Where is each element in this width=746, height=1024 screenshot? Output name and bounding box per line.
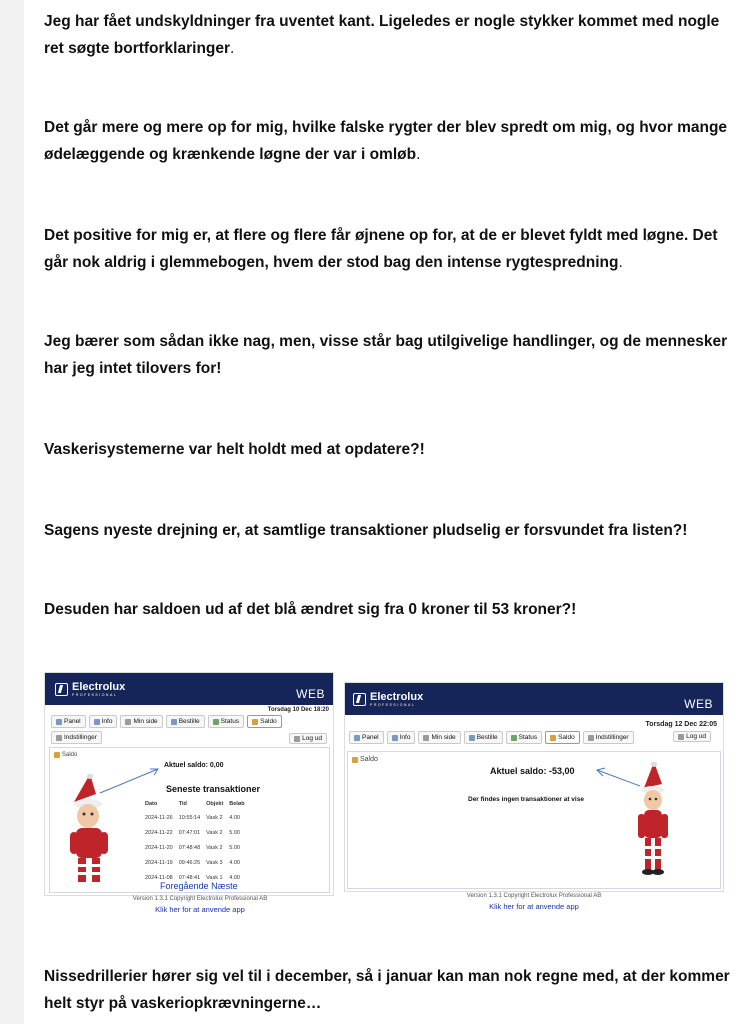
screenshot-right — [344, 682, 724, 892]
version-text-left: Version 1.3.1 Copyright Electrolux Professional AB — [132, 896, 268, 902]
status-icon — [213, 719, 219, 725]
web-label: WEB — [684, 697, 713, 711]
user-icon — [423, 735, 429, 741]
date-label: Torsdag 10 Dec 18:20 — [267, 707, 329, 713]
column-header: Dato — [145, 801, 158, 807]
header-bar — [345, 683, 723, 715]
electrolux-icon — [55, 683, 68, 696]
electrolux-icon — [353, 693, 366, 706]
nav-tabs — [349, 731, 659, 744]
paragraph-laundry-systems: Vaskerisystemerne var helt holdt med at opdatere?! — [44, 441, 425, 458]
nav-tabs — [51, 715, 326, 744]
table-row: 2024-11-22 07:47:01 Vask 2 5.00 — [145, 829, 240, 836]
paragraph-closing: Nissedrillerier hører sig vel til i december, så i januar kan man nok regne med, at der kommer helt styr på vaskeriopkrævningerne… — [44, 968, 730, 1012]
gear-icon — [56, 735, 62, 741]
elf-doll-image — [634, 762, 684, 878]
electrolux-logo: Electrolux PROFESSIONAL — [55, 682, 125, 698]
tab-min-side[interactable]: Min side — [418, 731, 460, 744]
column-header: Objekt — [206, 801, 224, 807]
paragraph-transactions: Sagens nyeste drejning er, at samtlige transaktioner pludselig er forsvundet fra listen?! — [44, 522, 688, 539]
logout-button[interactable]: Log ud — [289, 733, 327, 744]
tab-indstillinger[interactable]: Indstillinger — [583, 731, 634, 744]
info-icon — [392, 735, 398, 741]
balance-label: Aktuel saldo: 0,00 — [164, 762, 224, 769]
app-link-right[interactable]: Klik her for at anvende app — [489, 902, 579, 911]
tab-indstillinger[interactable]: Indstillinger — [51, 731, 102, 744]
paragraph-rumors: Det går mere og mere op for mig, hvilke falske rygter der blev spredt om mig, og hvor mange ødelæggende og krænkende løgne der var i omløb. — [44, 119, 728, 163]
calendar-icon — [171, 719, 177, 725]
paragraph-balance: Desuden har saldoen ud af det blå ændret sig fra 0 kroner til 53 kroner?! — [44, 601, 577, 618]
table-row: 2024-11-19 09:46:25 Vask 3 4.00 — [145, 859, 240, 866]
status-icon — [511, 735, 517, 741]
version-text-right: Version 1.3.1 Copyright Electrolux Professional AB — [466, 893, 602, 899]
tab-info[interactable]: Info — [89, 715, 118, 728]
electrolux-logo: Electrolux PROFESSIONAL — [353, 692, 423, 708]
breadcrumb: Saldo — [54, 752, 77, 758]
transactions-title: Seneste transaktioner — [166, 784, 261, 794]
coins-icon — [252, 719, 258, 725]
column-header: Tid — [178, 801, 187, 807]
paragraph-grudge: Jeg bærer som sådan ikke nag, men, visse står bag utilgivelige handlinger, og de mennesker har jeg intet tilovers for! — [44, 333, 728, 377]
table-row: 2024-11-26 10:55:14 Vask 2 4.00 — [145, 814, 240, 821]
prev-link[interactable]: Foregående — [160, 881, 209, 891]
pager — [160, 881, 238, 891]
logout-button[interactable]: Log ud — [673, 731, 711, 742]
tab-bestille[interactable]: Bestille — [464, 731, 503, 744]
gear-icon — [588, 735, 594, 741]
tab-status[interactable]: Status — [208, 715, 244, 728]
tab-status[interactable]: Status — [506, 731, 542, 744]
tab-bestille[interactable]: Bestille — [166, 715, 205, 728]
tab-info[interactable]: Info — [387, 731, 416, 744]
screenshot-left — [44, 672, 334, 896]
tab-min-side[interactable]: Min side — [120, 715, 162, 728]
paragraph-excuses: Jeg har fået undskyldninger fra uventet kant. Ligeledes er nogle stykker kommet med nogle ret søgte bortforklaringer. — [44, 13, 720, 57]
header-bar — [45, 673, 333, 705]
content-panel — [49, 747, 330, 893]
coins-icon — [54, 752, 60, 758]
panel-icon — [354, 735, 360, 741]
coins-icon — [550, 735, 556, 741]
column-header: Beløb — [229, 801, 245, 807]
table-row: 2024-11-20 07:48:48 Vask 2 5.00 — [145, 844, 240, 851]
tab-panel[interactable]: Panel — [51, 715, 86, 728]
breadcrumb: Saldo — [352, 756, 378, 763]
logout-icon — [678, 734, 684, 740]
transactions-table — [142, 798, 248, 885]
user-icon — [125, 719, 131, 725]
tab-panel[interactable]: Panel — [349, 731, 384, 744]
elf-doll-image — [64, 774, 126, 886]
table-row: 2024-11-08 07:48:41 Vask 1 4.00 — [145, 874, 240, 881]
balance-label: Aktuel saldo: -53,00 — [490, 766, 575, 776]
tab-saldo[interactable]: Saldo — [545, 731, 580, 744]
page-left-margin — [0, 0, 24, 1024]
info-icon — [94, 719, 100, 725]
web-label: WEB — [296, 687, 325, 701]
coins-icon — [352, 757, 358, 763]
content-panel — [347, 751, 721, 889]
logout-icon — [294, 736, 300, 742]
next-link[interactable]: Næste — [211, 881, 238, 891]
paragraph-positive: Det positive for mig er, at flere og flere får øjnene op for, at de er blevet fyldt med løgne. Det går nok aldrig i glemmebogen, hvem der stod bag den intense rygtespredning. — [44, 227, 718, 271]
no-transactions-message: Der findes ingen transaktioner at vise — [468, 796, 584, 803]
panel-icon — [56, 719, 62, 725]
tab-saldo[interactable]: Saldo — [247, 715, 282, 728]
calendar-icon — [469, 735, 475, 741]
date-label: Torsdag 12 Dec 22:05 — [645, 721, 717, 728]
app-link-left[interactable]: Klik her for at anvende app — [155, 905, 245, 914]
table-header-row — [142, 798, 248, 810]
